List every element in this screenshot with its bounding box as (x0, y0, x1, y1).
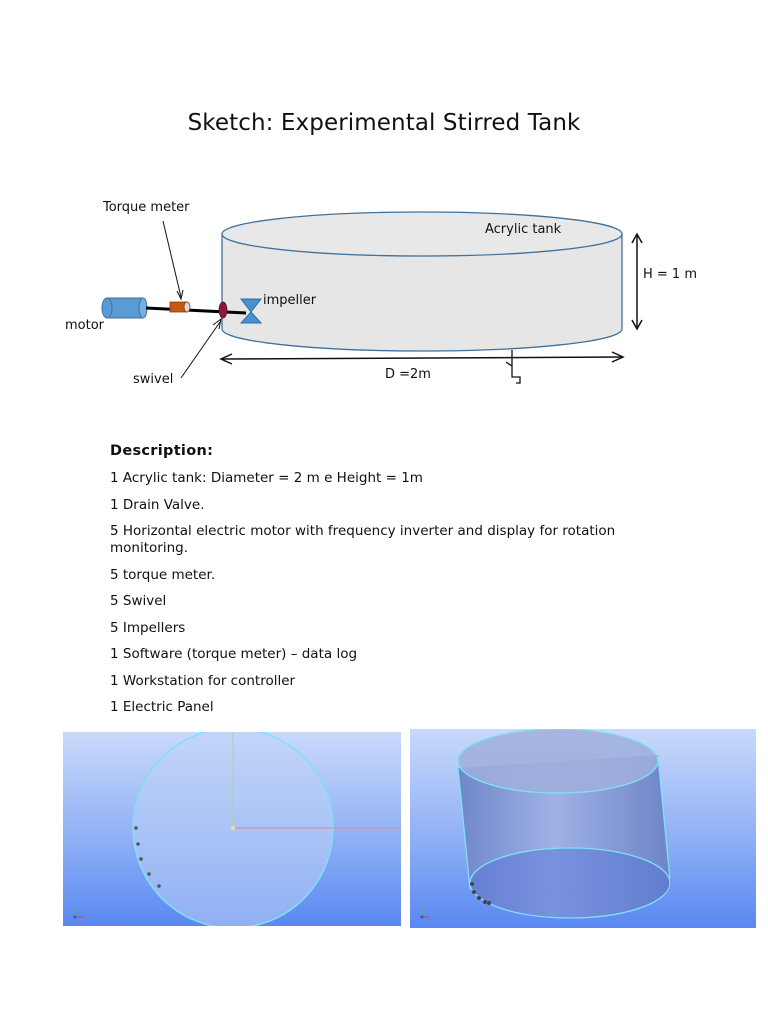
list-item: 5 Swivel (110, 593, 167, 609)
height-arrow (632, 234, 642, 329)
swivel-icon (219, 302, 227, 318)
list-item: 1 Acrylic tank: Diameter = 2 m e Height = 1m (110, 470, 423, 486)
height-label: H = 1 m (643, 267, 697, 282)
swivel-leader-arrow (213, 319, 221, 329)
torque-meter-leader (163, 221, 181, 297)
list-item: 5 Impellers (110, 619, 186, 636)
list-item: 5 torque meter. (110, 566, 216, 583)
cylinder-top (458, 729, 658, 793)
acrylic-tank-label: Acrylic tank (485, 222, 562, 237)
list-item: 1 Drain Valve. (110, 496, 205, 513)
axes-icon (74, 908, 84, 919)
drain-valve-icon (506, 350, 520, 383)
diameter-label: D =2m (385, 367, 431, 382)
description-section (110, 443, 670, 726)
swivel-label: swivel (133, 372, 174, 387)
motor-icon (102, 298, 147, 318)
swivel-leader (181, 322, 220, 378)
torque-meter-icon (170, 302, 190, 312)
cylinder-bottom (470, 848, 670, 918)
axes-icon (421, 908, 431, 919)
list-item: 1 Workstation for controller (110, 672, 296, 689)
page-title: Sketch: Experimental Stirred Tank (187, 110, 581, 136)
list-item: 1 Electric Panel (110, 699, 214, 715)
diameter-arrow (221, 352, 623, 364)
iso-view-render (410, 729, 756, 928)
list-item: 1 Software (torque meter) – data log (110, 646, 358, 662)
tank-sketch (0, 180, 768, 410)
description-heading: Description: (110, 443, 214, 459)
top-view-render (63, 732, 401, 926)
torque-meter-label: Torque meter (103, 200, 190, 215)
list-item: 5 Horizontal electric motor with frequency inverter and display for rotation monitoring. (110, 523, 616, 556)
impeller-label: impeller (263, 293, 317, 308)
motor-label: motor (65, 318, 105, 333)
tank-top (222, 212, 622, 256)
